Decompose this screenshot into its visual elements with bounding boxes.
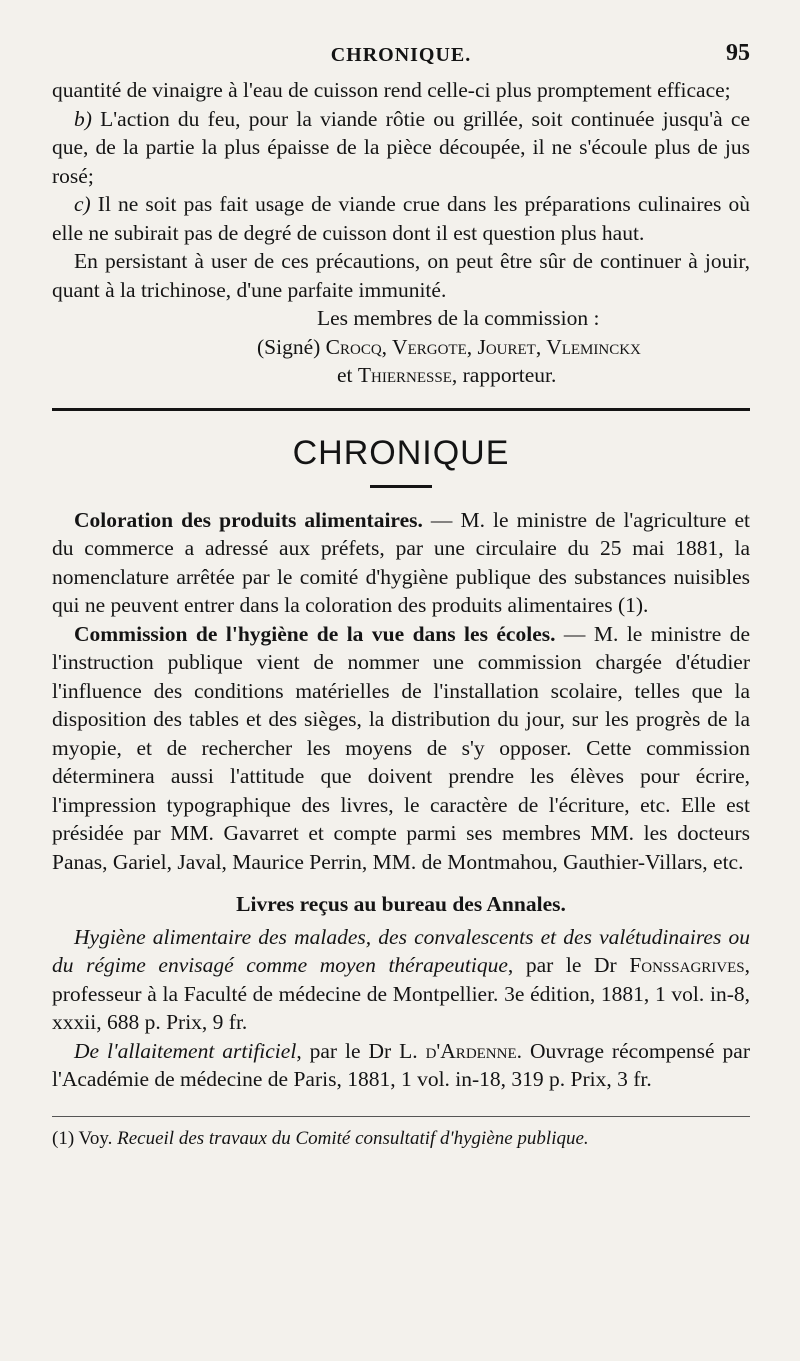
signature-et: et (337, 363, 358, 387)
paragraph-c (52, 190, 750, 247)
book-title-allaitement: De l'allaitement artificiel (74, 1038, 297, 1063)
news-item-vision-commission (52, 620, 750, 877)
item-label-c: c) (74, 192, 91, 216)
paragraph-persist: En persistant à user de ces précautions, on peut être sûr de continuer à jouir, quant à la trichinose, d'une parfaite immunité. (52, 249, 750, 302)
footnote-divider (52, 1116, 750, 1117)
book-by-1: , par le Dr (507, 953, 630, 977)
book-details-2: . Ouvrage récompensé par l'Académie de médecine de Paris, 1881, 1 vol. in-18, 319 p. Prix, 3 fr. (52, 1038, 750, 1091)
news-item-vision-heading: Commission de l'hygiène de la vue dans les écoles. (74, 621, 556, 646)
book-details-1: , professeur à la Faculté de médecine de Montpellier. 3e édition, 1881, 1 vol. in-8, xxxii, 688 p. Prix, 9 fr. (52, 953, 750, 1034)
item-label-b: b) (74, 106, 92, 131)
title-underline (370, 485, 432, 488)
paragraph-vinegar: quantité de vinaigre à l'eau de cuisson rend celle-ci plus promptement efficace; (52, 78, 731, 102)
commission-report-end (52, 76, 750, 390)
section-divider (52, 408, 750, 411)
running-title: CHRONIQUE. (330, 44, 472, 66)
book-entry-fonssagrives (52, 923, 750, 1037)
news-item-vision-text: — M. le ministre de l'instruction publique vient de nommer une commission chargée d'étudier l'influence des conditions matérielles de l'installation scolaire, telles que la disposition des tables et des sièges, la distribution du jour, sur les progrès de la myopie, et de rechercher les moyens de s'y opposer. Cette commission déterminera aussi l'attitude que doivent prendre les élèves pour écrire, l'impression typographique des livres, le caractère de l'écriture, etc. Elle est présidée par MM. Gavarret et compte parmi ses membres MM. les docteurs Panas, Gariel, Javal, Maurice Perrin, MM. de Montmahou, Gauthier-Villars, etc. (52, 621, 750, 874)
book-title-hygiene: Hygiène alimentaire des malades, des convalescents et des valétudinaires ou du régime envisagé comme moyen thérapeutique (52, 924, 750, 977)
running-header (52, 36, 750, 76)
paragraph-b-text: L'action du feu, pour la viande rôtie ou grillée, soit continuée jusqu'à ce que, de la partie la plus épaisse de la pièce découpée, il ne s'écoule plus de jus rosé; (52, 106, 750, 188)
footnote-marker: (1) Voy. (52, 1127, 118, 1149)
signature-intro: Les membres de la commission : (317, 306, 600, 330)
signature-signed: (Signé) (257, 334, 326, 359)
paragraph-b (52, 105, 750, 191)
paragraph-c-text: Il ne soit pas fait usage de viande crue dans les préparations culinaires où elle ne subirait pas de degré de cuisson dont il est question plus haut. (52, 192, 750, 245)
signature-last-name: Thiernesse (357, 363, 452, 387)
news-item-coloration (52, 506, 750, 620)
footnote (52, 1127, 750, 1151)
books-received-heading: Livres reçus au bureau des Annales. (236, 892, 566, 916)
news-item-coloration-text: — M. le ministre de l'agriculture et du commerce a adressé aux préfets, par une circulaire du 25 mai 1881, la nomenclature arrêtée par le comité d'hygiène publique des substances nuisibles qui ne peuvent entrer dans la coloration des produits alimentaires (1). (52, 507, 750, 617)
book-author-fonssagrives: Fonssagrives (629, 953, 745, 977)
page-number: 95 (726, 40, 750, 66)
section-title: CHRONIQUE (292, 433, 510, 472)
news-item-coloration-heading: Coloration des produits alimentaires. (74, 507, 423, 532)
signature-members: Crocq, Vergote, Jouret, Vleminckx (325, 334, 641, 359)
signature-role: , rapporteur. (451, 363, 557, 387)
book-by-2: , par le Dr L. (296, 1038, 426, 1063)
book-entry-dardenne (52, 1037, 750, 1094)
signature-rapporteur (52, 361, 750, 390)
book-author-dardenne: d'Ardenne (425, 1038, 517, 1063)
signature-names (52, 333, 750, 362)
footnote-text: Recueil des travaux du Comité consultatif d'hygiène publique. (117, 1127, 589, 1149)
